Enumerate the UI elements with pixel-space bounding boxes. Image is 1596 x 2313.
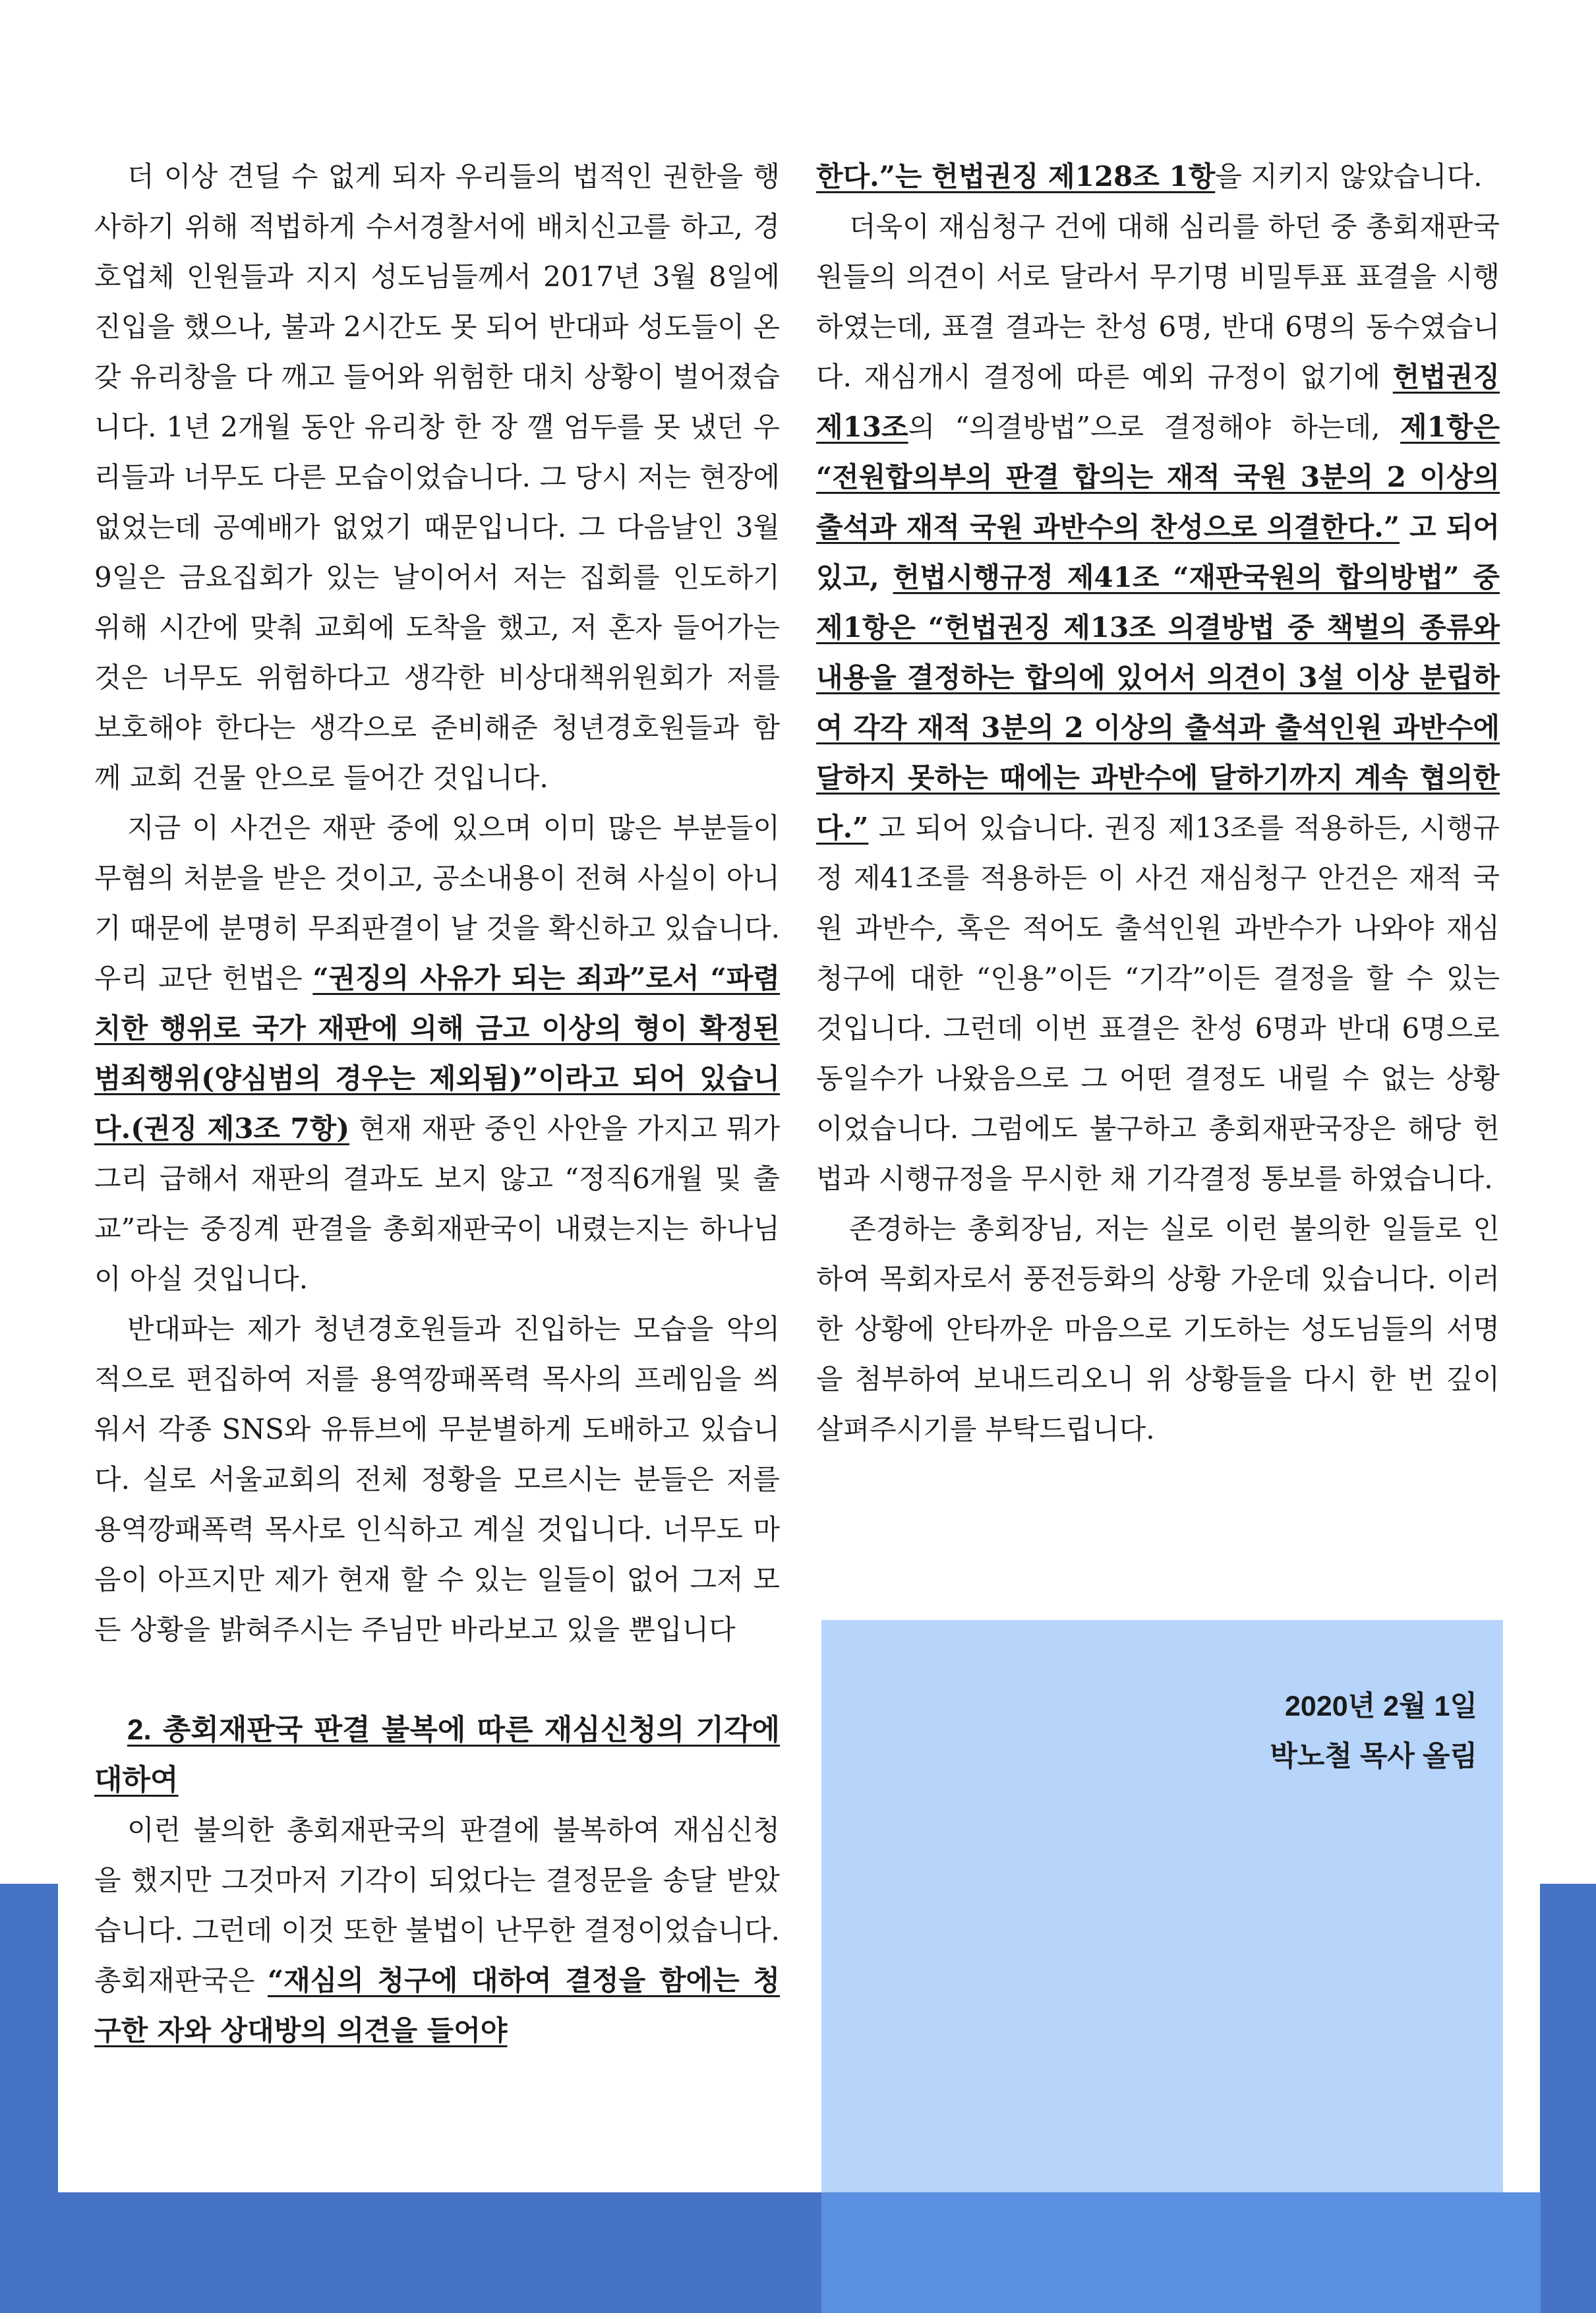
footer-band-light [821,2192,1541,2313]
emphasis-text: 한다.”는 헌법권징 제128조 1항 [816,160,1216,193]
paragraph: 지금 이 사건은 재판 중에 있으며 이미 많은 부분들이 무혐의 처분을 받은 것이고, 공소내용이 전혀 사실이 아니기 때문에 분명히 무죄판결이 날 것을 확신하고 있습니다. 우리 교단 헌법은 “권징의 사유가 되는 죄과”로서 “파렴치한 행위로 국가 재판에 의해 금고 이상의 형이 확정된 범죄행위(양심범의 경우는 제외됨)”이라고 되어 있습니다.(권징 제3조 7항) 현재 재판 중인 사안을 가지고 뭐가 그리 급해서 재판의 결과도 보지 않고 “정직6개월 및 출교”라는 중징계 판결을 총회재판국이 내렸는지는 하나님이 아실 것입니다. [94,812,780,1295]
paragraph: 더 이상 견딜 수 없게 되자 우리들의 법적인 권한을 행사하기 위해 적법하게 수서경찰서에 배치신고를 하고, 경호업체 인원들과 지지 성도님들께서 2017년 3월 8일에 진입을 했으나, 불과 2시간도 못 되어 반대파 성도들이 온갖 유리창을 다 깨고 들어와 위험한 대치 상황이 벌어졌습니다. 1년 2개월 동안 유리창 한 장 깰 엄두를 못 냈던 우리들과 너무도 다른 모습이었습니다. 그 당시 저는 현장에 없었는데 공예배가 없었기 때문입니다. 그 다음날인 3월 9일은 금요집회가 있는 날이어서 저는 집회를 인도하기 위해 시간에 맞춰 교회에 도착을 했고, 저 혼자 들어가는 것은 너무도 위험하다고 생각한 비상대책위원회가 저를 보호해야 한다는 생각으로 준비해준 청년경호원들과 함께 교회 건물 안으로 들어간 것입니다. [94,160,780,794]
paragraph: 더욱이 재심청구 건에 대해 심리를 하던 중 총회재판국원들의 의견이 서로 달라서 무기명 비밀투표 표결을 시행하였는데, 표결 결과는 찬성 6명, 반대 6명의 동수였습니다. 재심개시 결정에 따른 예외 규정이 없기에 헌법권징 제13조의 “의결방법”으로 결정해야 하는데, 제1항은 “전원합의부의 판결 합의는 재적 국원 3분의 2 이상의 출석과 재적 국원 과반수의 찬성으로 의결한다.” 고 되어 있고, 헌법시행규정 제41조 “재판국원의 합의방법” 중 제1항은 “헌법권징 제13조 의결방법 중 책벌의 종류와 내용을 결정하는 합의에 있어서 의견이 3설 이상 분립하여 각각 재적 3분의 2 이상의 출석과 출석인원 과반수에 달하지 못하는 때에는 과반수에 달하기까지 계속 협의한다.” 고 되어 있습니다. 권징 제13조를 적용하든, 시행규정 제41조를 적용하든 이 사건 재심청구 안건은 재적 국원 과반수, 혹은 적어도 출석인원 과반수가 나와야 재심청구에 대한 “인용”이든 “기각”이든 결정을 할 수 있는 것입니다. 그런데 이번 표결은 찬성 6명과 반대 6명으로 동일수가 나왔음으로 그 어떤 결정도 내릴 수 없는 상황이었습니다. 그럼에도 불구하고 총회재판국장은 해당 헌법과 시행규정을 무시한 채 기각결정 통보를 하였습니다. [816,210,1500,1195]
signature-block [821,1681,1477,1782]
left-column [94,152,780,2056]
right-column [816,152,1500,1455]
emphasis-text: 헌법권징 제13조 [816,361,1500,443]
paragraph: 한다.”는 헌법권징 제128조 1항을 지키지 않았습니다. [816,160,1483,193]
emphasis-text: “권징의 사유가 되는 죄과”로서 “파렴치한 행위로 국가 재판에 의해 금고 이상의 형이 확정된 범죄행위(양심범의 경우는 제외됨)”이라고 되어 있습니다.(권징 제3조 7항) [94,962,780,1145]
signature-date: 2020년 2월 1일 [1285,1691,1477,1722]
emphasis-text: 제1항은 “전원합의부의 판결 합의는 재적 국원 3분의 2 이상의 출석과 재적 국원 과반수의 찬성으로 의결한다.” [816,411,1500,543]
emphasis-text: 헌법시행규정 제41조 “재판국원의 합의방법” 중 제1항은 “헌법권징 제13조 의결방법 중 책벌의 종류와 내용을 결정하는 합의에 있어서 의견이 3설 이상 분립하여 각각 재적 3분의 2 이상의 출석과 출석인원 과반수에 달하지 못하는 때에는 과반수에 달하기까지 계속 협의한다.” [816,561,1500,844]
section-heading: 2. 총회재판국 판결 불복에 따른 재심신청의 기각에 대하여 [94,1714,780,1796]
paragraph: 이런 불의한 총회재판국의 판결에 불복하여 재심신청을 했지만 그것마저 기각이 되었다는 결정문을 송달 받았습니다. 그런데 이것 또한 불법이 난무한 결정이었습니다. 총회재판국은 “재심의 청구에 대하여 결정을 함에는 청구한 자와 상대방의 의견을 들어야 [94,1814,780,2047]
emphasis-text: “재심의 청구에 대하여 결정을 함에는 청구한 자와 상대방의 의견을 들어야 [94,1964,780,2047]
paragraph: 존경하는 총회장님, 저는 실로 이런 불의한 일들로 인하여 목회자로서 풍전등화의 상황 가운데 있습니다. 이러한 상황에 안타까운 마음으로 기도하는 성도님들의 서명을 첨부하여 보내드리오니 위 상황들을 다시 한 번 깊이 살펴주시기를 부탁드립니다. [816,1213,1500,1445]
signature-author: 박노철 목사 올림 [1270,1741,1477,1772]
paragraph: 반대파는 제가 청년경호원들과 진입하는 모습을 악의적으로 편집하여 저를 용역깡패폭력 목사의 프레임을 씌워서 각종 SNS와 유튜브에 무분별하게 도배하고 있습니다. 실로 서울교회의 전체 정황을 모르시는 분들은 저를 용역깡패폭력 목사로 인식하고 계실 것입니다. 너무도 마음이 아프지만 제가 현재 할 수 있는 일들이 없어 그저 모든 상황을 밝혀주시는 주님만 바라보고 있을 뿐입니다 [94,1313,780,1646]
